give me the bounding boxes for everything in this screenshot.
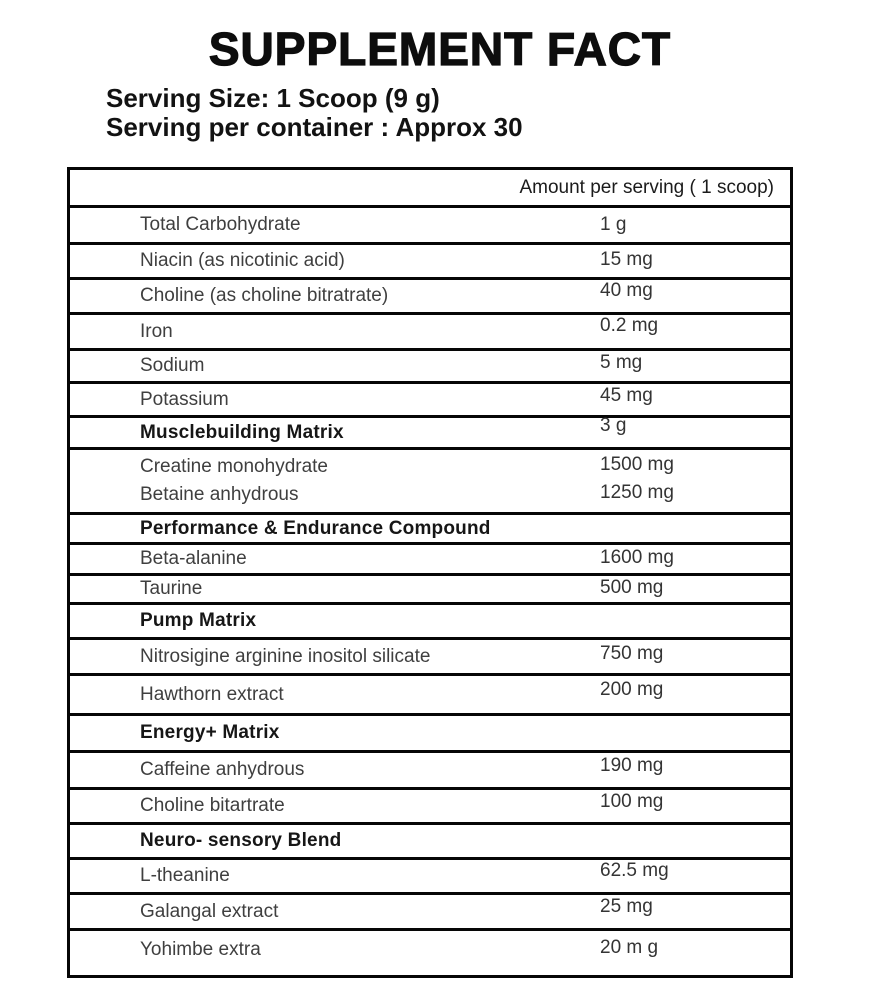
table-row [70, 512, 790, 542]
ingredient-name: Potassium [140, 388, 229, 410]
serving-size-line: Serving Size: 1 Scoop (9 g) [106, 83, 440, 113]
supplement-facts-table [67, 167, 793, 978]
table-row [70, 750, 790, 787]
table-row [70, 787, 790, 822]
page-title: SUPPLEMENT FACT [208, 23, 672, 75]
table-row [70, 673, 790, 713]
ingredient-amount: 5 mg [600, 352, 643, 373]
ingredient-amount: 1 g [600, 214, 627, 235]
ingredient-name: Performance & Endurance Compound [140, 517, 491, 539]
ingredient-name: Musclebuilding Matrix [140, 421, 344, 443]
table-row [70, 542, 790, 573]
table-row [70, 242, 790, 277]
serving-per-container-line: Serving per container : Approx 30 [106, 112, 523, 142]
ingredient-name: Beta-alanine [140, 548, 247, 569]
table-row [70, 928, 790, 975]
ingredient-name: Yohimbe extra [140, 939, 261, 960]
table-row [70, 637, 790, 673]
ingredient-name: Nitrosigine arginine inositol silicate [140, 645, 431, 667]
ingredient-name: Choline (as choline bitratrate) [140, 285, 389, 306]
table-row [70, 892, 790, 928]
table-row [70, 415, 790, 447]
ingredient-amount: 1600 mg [600, 547, 674, 568]
ingredient-name: Betaine anhydrous [140, 484, 299, 505]
ingredient-name: Neuro- sensory Blend [140, 830, 342, 851]
ingredient-name: Niacin (as nicotinic acid) [140, 250, 345, 271]
ingredient-name: Creatine monohydrate [140, 456, 328, 477]
ingredient-amount: 0.2 mg [600, 314, 659, 336]
ingredient-amount: 40 mg [600, 280, 653, 301]
table-row [70, 822, 790, 857]
table-row [70, 447, 790, 512]
ingredient-amount: 62.5 mg [600, 860, 669, 881]
table-row [70, 713, 790, 750]
ingredient-amount: 20 m g [600, 937, 659, 958]
ingredient-amount: 750 mg [600, 642, 664, 664]
table-row [70, 205, 790, 242]
serving-info [106, 84, 523, 142]
ingredient-amount: 100 mg [600, 791, 664, 812]
table-row [70, 277, 790, 312]
table-row [70, 573, 790, 602]
ingredient-amount: 1250 mg [600, 482, 674, 503]
table-row [70, 602, 790, 637]
ingredient-amount: 1500 mg [600, 454, 674, 475]
ingredient-amount: 15 mg [600, 249, 653, 270]
table-subrow [70, 453, 790, 481]
ingredient-amount: 200 mg [600, 678, 664, 700]
ingredient-amount: 190 mg [600, 755, 664, 776]
ingredient-name: L-theanine [140, 865, 230, 886]
ingredient-name: Energy+ Matrix [140, 722, 280, 743]
ingredient-amount: 3 g [600, 414, 627, 436]
table-subrow [70, 481, 790, 509]
ingredient-name: Pump Matrix [140, 610, 257, 631]
ingredient-name: Iron [140, 320, 173, 342]
ingredient-name: Galangal extract [140, 900, 279, 922]
ingredient-name: Total Carbohydrate [140, 214, 301, 235]
ingredient-name: Hawthorn extract [140, 683, 284, 705]
ingredient-amount: 45 mg [600, 384, 653, 406]
ingredient-amount: 25 mg [600, 895, 653, 917]
ingredient-name: Sodium [140, 355, 205, 376]
table-row [70, 857, 790, 892]
ingredient-amount: 500 mg [600, 577, 664, 598]
facts-table-body [70, 205, 790, 975]
table-row [70, 348, 790, 381]
ingredient-name: Choline bitartrate [140, 795, 285, 816]
ingredient-name: Caffeine anhydrous [140, 759, 305, 780]
table-row [70, 381, 790, 415]
table-row [70, 312, 790, 348]
amount-per-serving-header: Amount per serving ( 1 scoop) [519, 176, 774, 198]
ingredient-name: Taurine [140, 578, 203, 599]
